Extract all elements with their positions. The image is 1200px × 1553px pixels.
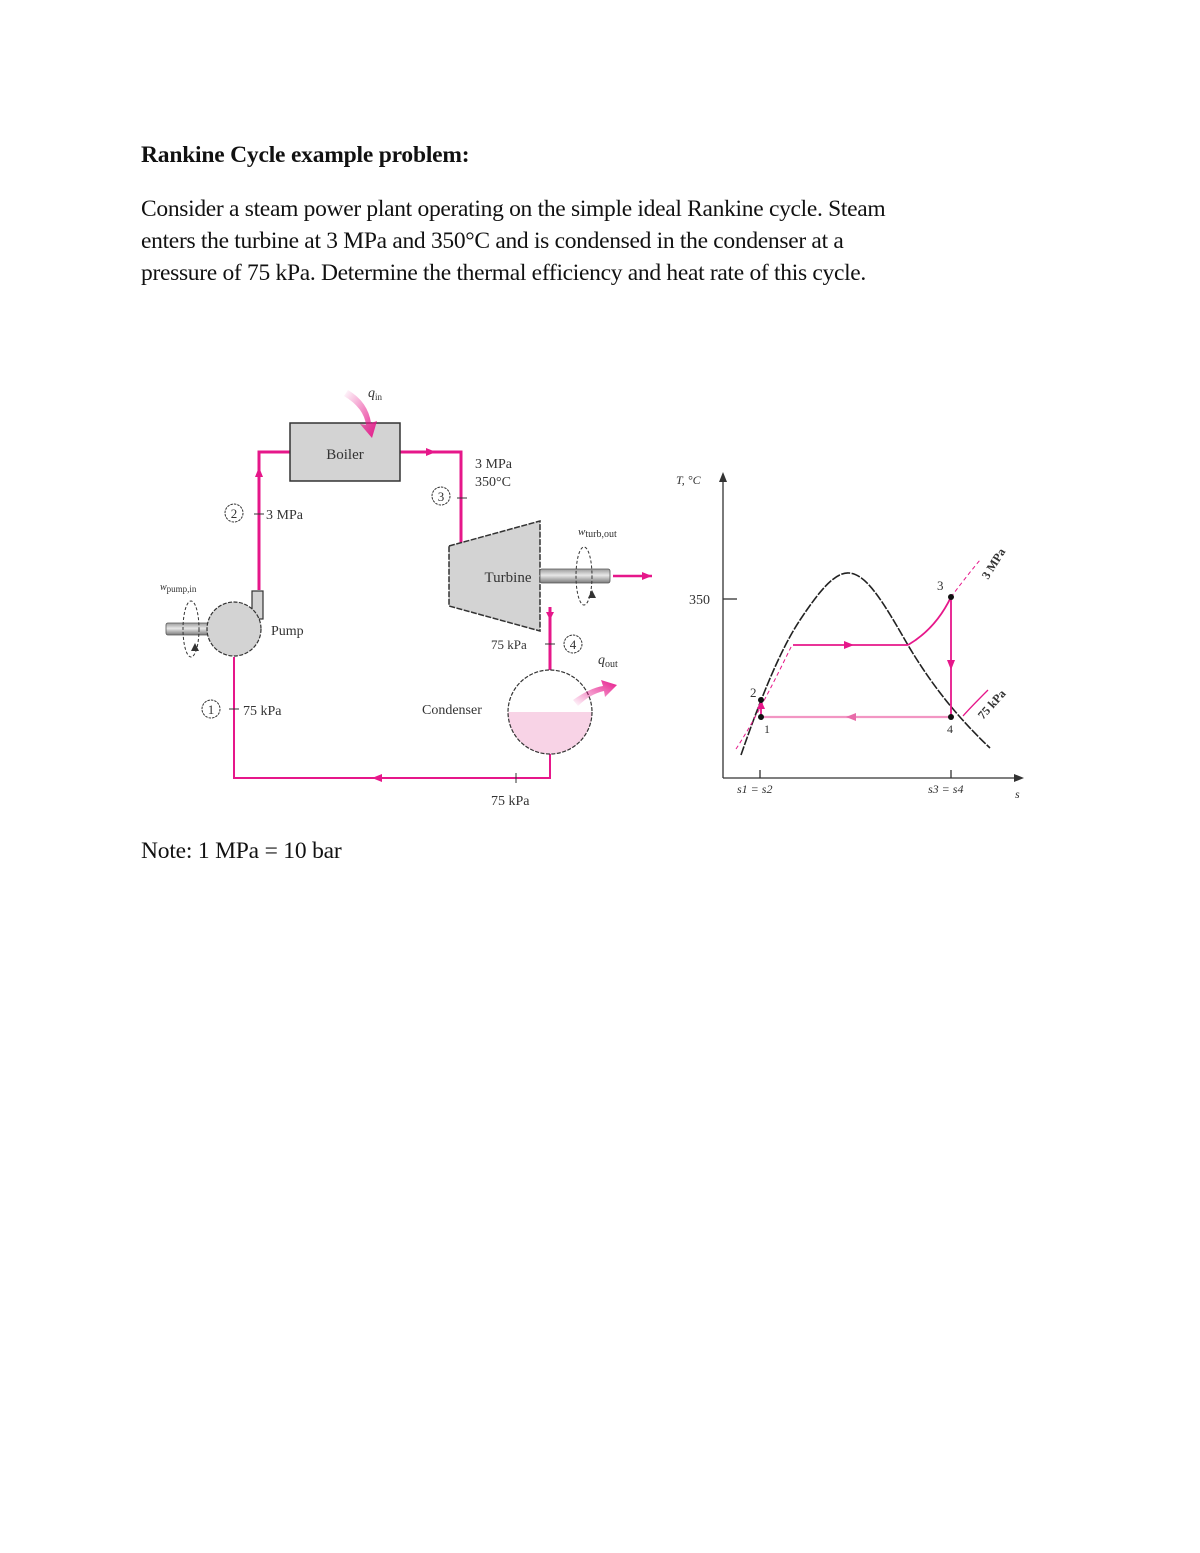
svg-text:75 kPa: 75 kPa: [243, 704, 282, 719]
svg-text:3: 3: [437, 489, 445, 504]
svg-text:3 MPa: 3 MPa: [266, 508, 303, 523]
svg-text:2: 2: [230, 506, 238, 521]
heat-out-arrow: [573, 653, 618, 706]
point-1-label: 1: [764, 722, 770, 736]
cycle-path: [761, 597, 951, 718]
problem-line: Consider a steam power plant operating on the simple ideal Rankine cycle. Steam: [141, 196, 886, 222]
state-2: [225, 504, 304, 523]
flow-arrows: [255, 448, 652, 782]
boiler: [290, 423, 400, 481]
isobar-3mpa-label: 3 MPa: [978, 545, 1009, 582]
boiler-label: Boiler: [326, 447, 364, 463]
x-tick-s1-s2: s1 = s2: [737, 782, 773, 796]
heat-out-label: $q_{out}$: [598, 653, 618, 670]
state-1: [202, 700, 282, 719]
point-2-label: 2: [750, 685, 757, 700]
pump: [160, 582, 304, 657]
x-axis-label: s: [1015, 787, 1020, 801]
condenser: [422, 670, 595, 762]
problem-line: enters the turbine at 3 MPa and 350°C and is condensed in the condenser at a: [141, 228, 844, 254]
state-3: [432, 457, 513, 505]
ts-diagram: [676, 472, 1024, 801]
state-4: [491, 635, 582, 653]
bottom-pressure-label: 75 kPa: [491, 794, 530, 809]
state-points: [758, 594, 954, 720]
y-tick-350: 350: [689, 593, 710, 608]
unit-note: Note: 1 MPa = 10 bar: [141, 838, 342, 864]
svg-text:350°C: 350°C: [475, 475, 511, 490]
svg-text:3 MPa: 3 MPa: [475, 457, 512, 472]
svg-text:1: 1: [207, 702, 215, 717]
point-4-label: 4: [947, 722, 953, 736]
condenser-label: Condenser: [422, 703, 482, 718]
page-title: Rankine Cycle example problem:: [141, 142, 470, 168]
isobar-75kpa-label: 75 kPa: [974, 686, 1009, 723]
cycle-schematic: [160, 386, 652, 809]
turbine-shaft: [540, 569, 610, 583]
heat-in-label: $q_{in}$: [368, 386, 383, 402]
y-axis-label: T, °C: [676, 473, 701, 487]
turbine: [449, 521, 617, 631]
pump-label: Pump: [271, 624, 304, 639]
svg-text:4: 4: [569, 637, 577, 652]
turbine-work-label: wturb,out: [578, 526, 617, 540]
svg-text:75 kPa: 75 kPa: [491, 637, 527, 652]
x-tick-s3-s4: s3 = s4: [928, 782, 964, 796]
turbine-label: Turbine: [484, 570, 532, 586]
point-3-label: 3: [937, 578, 944, 593]
pump-work-label: wpump,in: [160, 582, 197, 594]
problem-line: pressure of 75 kPa. Determine the thermal efficiency and heat rate of this cycle.: [141, 260, 867, 286]
